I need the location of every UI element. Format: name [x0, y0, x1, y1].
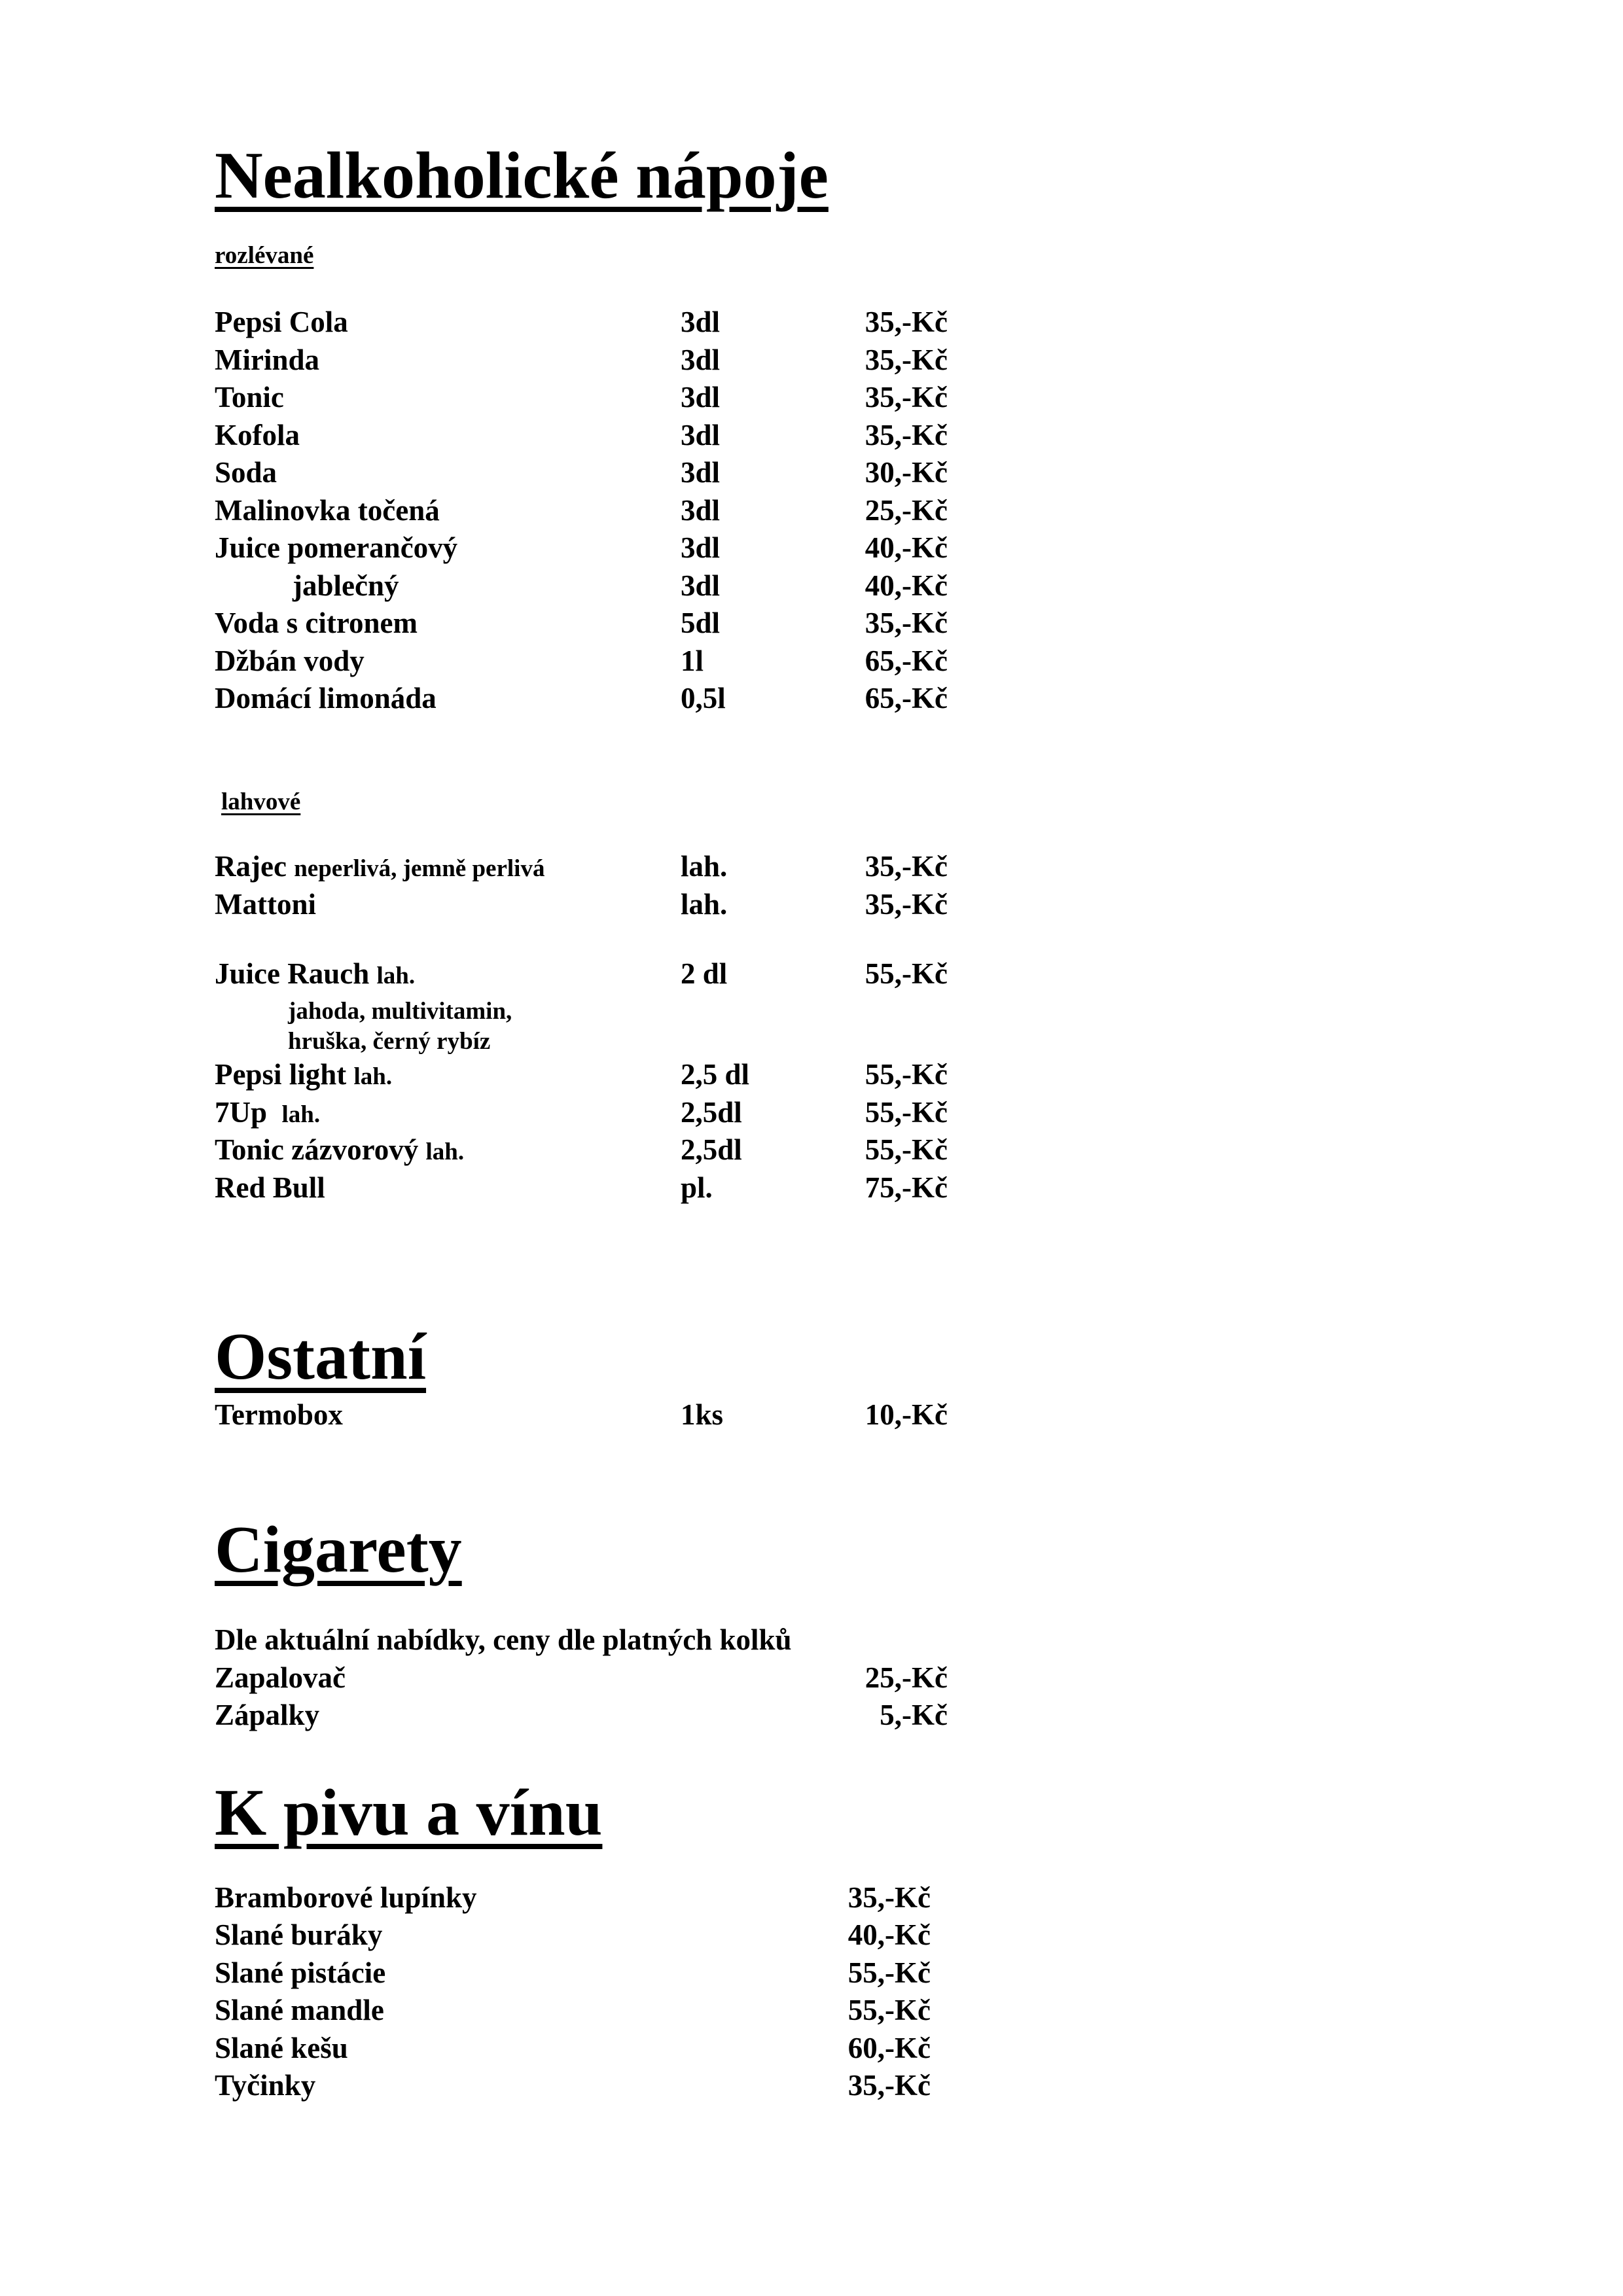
item-volume: 3dl — [681, 456, 721, 489]
item-price: 65,-Kč — [865, 645, 948, 677]
item-name: Red Bull — [215, 1171, 325, 1204]
item-volume: 3dl — [681, 419, 721, 451]
item-volume: 3dl — [681, 344, 721, 376]
item-price: 55,-Kč — [847, 1956, 931, 1989]
item-name: jablečný — [293, 569, 399, 602]
item-price: 5,-Kč — [880, 1699, 948, 1731]
item-name: 7Up lah. — [215, 1096, 321, 1129]
item-price: 55,-Kč — [865, 1133, 948, 1166]
item-name: Rajec neperlivá, jemně perlivá — [215, 850, 545, 883]
item-name: Juice pomerančový — [215, 531, 458, 564]
item-volume: 3dl — [681, 381, 721, 414]
item-volume: 5dl — [681, 607, 721, 639]
item-price: 35,-Kč — [865, 381, 948, 414]
item-volume: 2,5dl — [681, 1096, 742, 1129]
item-name: Džbán vody — [215, 645, 365, 677]
item-volume: pl. — [681, 1171, 713, 1204]
item-name: Malinovka točená — [215, 494, 440, 527]
item-volume: 1l — [681, 645, 704, 677]
heading-nealkoholicke-napoje: Nealkoholické nápoje — [215, 139, 829, 213]
subheading-rozlevane: rozlévané — [215, 242, 314, 269]
item-price: 40,-Kč — [865, 531, 948, 564]
item-name: Tonic zázvorový lah. — [215, 1133, 465, 1166]
item-volume: 2,5dl — [681, 1133, 742, 1166]
cigarety-note: Dle aktuální nabídky, ceny dle platných kolků — [215, 1623, 792, 1656]
item-price: 75,-Kč — [865, 1171, 948, 1204]
item-name: Mattoni — [215, 888, 316, 921]
item-name: Kofola — [215, 419, 300, 451]
heading-ostatni: Ostatní — [215, 1320, 427, 1394]
item-price: 55,-Kč — [865, 1096, 948, 1129]
item-price: 30,-Kč — [865, 456, 948, 489]
item-note: lah. — [353, 1063, 393, 1090]
item-note: lah. — [376, 963, 416, 989]
subheading-lahvove: lahvové — [221, 788, 301, 815]
item-price: 35,-Kč — [865, 419, 948, 451]
item-name: Voda s citronem — [215, 607, 418, 639]
item-name: Termobox — [215, 1398, 343, 1431]
item-price: 55,-Kč — [847, 1994, 931, 2026]
item-volume: 3dl — [681, 569, 721, 602]
item-name: Tonic — [215, 381, 284, 414]
item-note: neperlivá, jemně perlivá — [294, 855, 545, 882]
item-name: Domácí limonáda — [215, 682, 437, 715]
item-volume: 0,5l — [681, 682, 726, 715]
item-price: 35,-Kč — [847, 2069, 931, 2102]
item-name: Zapalovač — [215, 1661, 346, 1694]
item-name: Soda — [215, 456, 277, 489]
item-volume: 2,5 dl — [681, 1058, 750, 1091]
rauch-flavors-line-1: jahoda, multivitamin, — [288, 998, 512, 1025]
item-price: 25,-Kč — [865, 494, 948, 527]
item-name: Juice Rauch lah. — [215, 957, 416, 990]
item-volume: 3dl — [681, 531, 721, 564]
heading-k-pivu-a-vinu: K pivu a vínu — [215, 1776, 603, 1850]
rauch-flavors-line-2: hruška, černý rybíz — [288, 1028, 491, 1055]
item-name: Slané kešu — [215, 2032, 348, 2064]
heading-cigarety: Cigarety — [215, 1513, 462, 1587]
item-price: 25,-Kč — [865, 1661, 948, 1694]
item-volume: 1ks — [681, 1398, 724, 1431]
item-price: 55,-Kč — [865, 1058, 948, 1091]
item-name: Slané pistácie — [215, 1956, 386, 1989]
item-price: 35,-Kč — [847, 1881, 931, 1914]
item-volume: 3dl — [681, 306, 721, 338]
item-price: 65,-Kč — [865, 682, 948, 715]
item-price: 40,-Kč — [865, 569, 948, 602]
item-name: Mirinda — [215, 344, 320, 376]
item-volume: 2 dl — [681, 957, 728, 990]
item-volume: 3dl — [681, 494, 721, 527]
item-price: 35,-Kč — [865, 888, 948, 921]
item-volume: lah. — [681, 850, 728, 883]
item-price: 35,-Kč — [865, 344, 948, 376]
item-price: 55,-Kč — [865, 957, 948, 990]
item-name: Zápalky — [215, 1699, 320, 1731]
item-name: Tyčinky — [215, 2069, 316, 2102]
item-price: 60,-Kč — [847, 2032, 931, 2064]
item-name: Slané mandle — [215, 1994, 384, 2026]
item-name: Slané buráky — [215, 1918, 383, 1951]
item-price: 40,-Kč — [847, 1918, 931, 1951]
item-note: lah. — [425, 1139, 465, 1165]
item-price: 35,-Kč — [865, 306, 948, 338]
item-name: Bramborové lupínky — [215, 1881, 477, 1914]
item-name: Pepsi Cola — [215, 306, 348, 338]
item-name: Pepsi light lah. — [215, 1058, 393, 1091]
item-price: 35,-Kč — [865, 607, 948, 639]
item-price: 10,-Kč — [865, 1398, 948, 1431]
item-volume: lah. — [681, 888, 728, 921]
item-note: lah. — [281, 1101, 321, 1128]
item-price: 35,-Kč — [865, 850, 948, 883]
